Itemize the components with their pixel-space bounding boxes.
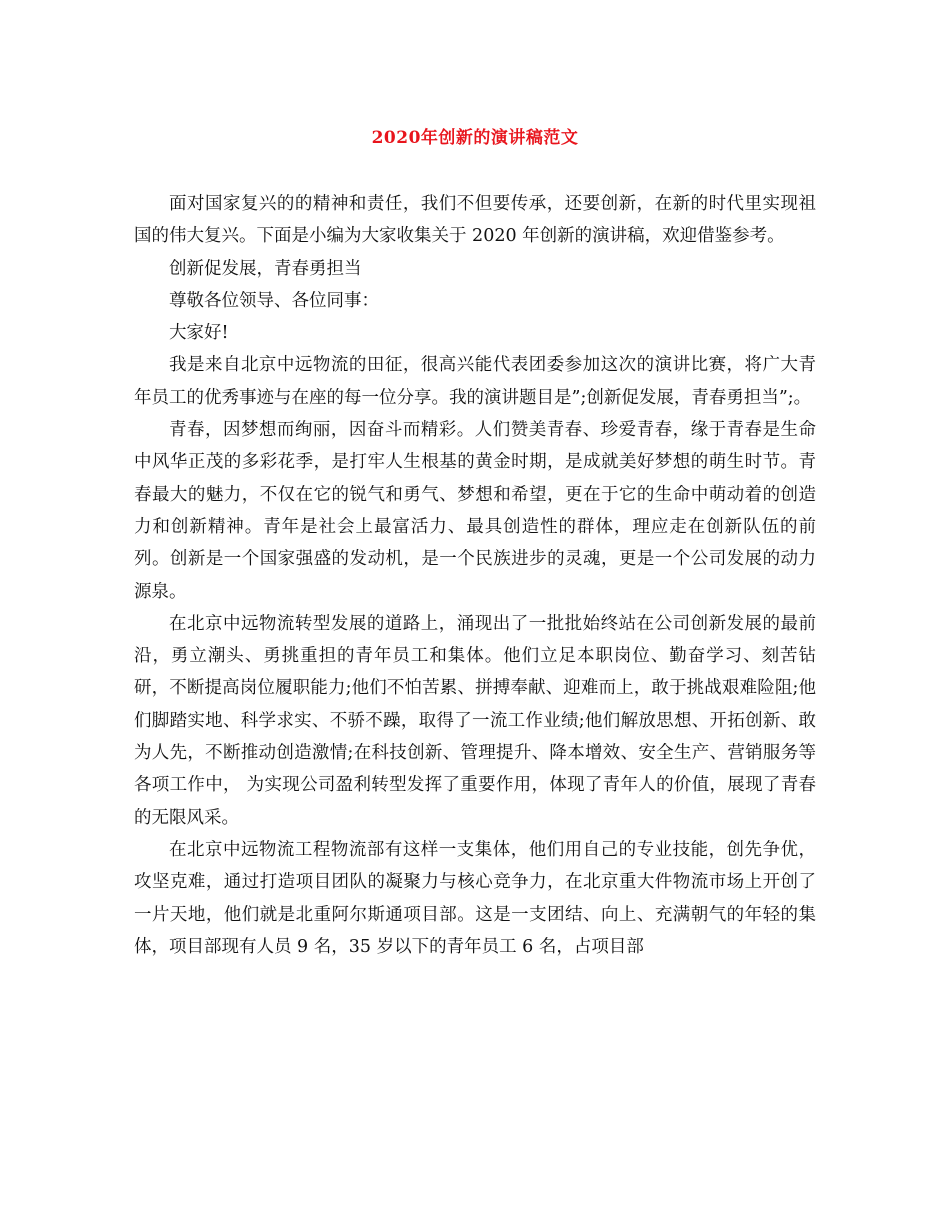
transformation-paragraph: 在北京中远物流转型发展的道路上，涌现出了一批批始终站在公司创新发展的最前沿，勇立潮头、勇挑重担的青年员工和集体。他们立足本职岗位、勤奋学习、刻苦钻研，不断提高岗位履职能力;他们不怕苦累、拼搏奉献、迎难而上，敢于挑战艰难险阻;他们脚踏实地、科学求实、不骄不躁，取得了一流工作业绩;他们解放思想、开拓创新、敢为人先，不断推动创造激情;在科技创新、管理提升、降本增效、安全生产、营销服务等各项工作中， 为实现公司盈利转型发挥了重要作用，体现了青年人的价值，展现了青春的无限风采。 bbox=[134, 613, 816, 828]
salutation-paragraph: 尊敬各位领导、各位同事： bbox=[169, 290, 379, 311]
document-title: 2020年创新的演讲稿范文 bbox=[371, 128, 579, 148]
youth-paragraph: 青春，因梦想而绚丽，因奋斗而精彩。人们赞美青春、珍爱青春，缘于青春是生命中风华正茂的多彩花季，是打牢人生根基的黄金时期，是成就美好梦想的萌生时节。青春最大的魅力，不仅在它的锐气和勇气、梦想和希望，更在于它的生命中萌动着的创造力和创新精神。青年是社会上最富活力、最具创造性的群体，理应走在创新队伍的前列。创新是一个国家强盛的发动机，是一个民族进步的灵魂，更是一个公司发展的动力源泉。 bbox=[134, 420, 816, 602]
document-body bbox=[134, 188, 816, 963]
project-team-paragraph: 在北京中远物流工程物流部有这样一支集体，他们用自己的专业技能，创先争优，攻坚克难，通过打造项目团队的凝聚力与核心竞争力，在北京重大件物流市场上开创了一片天地，他们就是北重阿尔斯通项目部。这是一支团结、向上、充满朝气的年轻的集体，项目部现有人员 9 名，35 岁以下的青年员工 6 名，占项目部 bbox=[134, 839, 816, 957]
greeting-paragraph: 大家好! bbox=[169, 323, 229, 344]
self-introduction-paragraph: 我是来自北京中远物流的田征，很高兴能代表团委参加这次的演讲比赛，将广大青年员工的优秀事迹与在座的每一位分享。我的演讲题目是”;创新促发展，青春勇担当”;。 bbox=[134, 355, 816, 408]
speech-title-paragraph: 创新促发展，青春勇担当 bbox=[169, 258, 362, 279]
intro-paragraph: 面对国家复兴的的精神和责任，我们不但要传承，还要创新，在新的时代里实现祖国的伟大复兴。下面是小编为大家收集关于 2020 年创新的演讲稿，欢迎借鉴参考。 bbox=[134, 194, 816, 247]
